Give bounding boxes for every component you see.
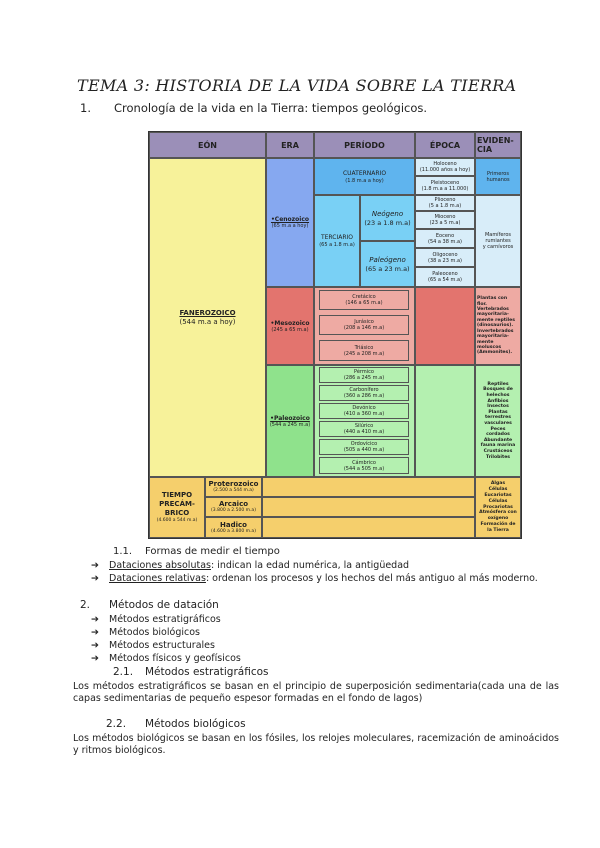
subsection-2-2-heading — [106, 718, 246, 730]
periodo-name: CUATERNARIO — [342, 169, 387, 177]
epoca-oligoceno — [415, 248, 475, 267]
periodo-age: (505 a 440 m.a) — [343, 447, 385, 453]
periodo-age: (208 a 146 m.a) — [343, 325, 385, 331]
header-evidencia: EVIDEN- CIA — [475, 132, 521, 158]
periodo-name: Carbonífero — [349, 387, 379, 393]
era-name: •Cenozoico — [270, 216, 310, 223]
epoca-age: (23 a 5 m.a) — [429, 220, 461, 226]
periodo-cretacico — [319, 290, 409, 310]
epoca-paleozoico — [415, 365, 475, 477]
periodo-name: Pérmico — [354, 369, 374, 375]
era-name: Proterozoico — [208, 480, 259, 488]
bullet-text: : indican la edad numérica, la antigüedad — [210, 560, 410, 571]
era-name: •Paleozoico — [270, 414, 310, 422]
arrow-bullet-icon: ➔ — [91, 640, 99, 651]
arrow-bullet-icon: ➔ — [91, 573, 99, 584]
epoca-name: Eoceno — [435, 232, 455, 239]
subsection-2-1-heading — [113, 666, 269, 678]
bullet-metodo — [91, 627, 200, 639]
periodo-age: (23 a 1.8 m.a) — [364, 218, 411, 227]
arrow-bullet-icon: ➔ — [91, 614, 99, 625]
precambrico-strip — [262, 497, 475, 517]
era-proterozoico — [205, 477, 262, 497]
paragraph-estratigraficos: Los métodos estratigráficos se basan en el principio de superposición sedimentaria(cada una de las capas sedimentarias de pequeño espesor formadas en el fondo de lagos) — [73, 681, 559, 704]
epoca-name: Oligoceno — [432, 251, 458, 258]
periodo-age: (1.8 m.a a hoy) — [345, 177, 384, 184]
epoca-mioceno — [415, 211, 475, 229]
eon-name: TIEMPO PRECÁM- BRICO — [159, 491, 195, 517]
subsection-number: 1.1. — [113, 546, 133, 557]
evidencia-precambrico: Algas Células Eucariotas Células Procariotas Atmósfera con oxígeno Formación de la Tierra — [475, 477, 521, 538]
subsection-number: 2.1. — [113, 666, 134, 678]
periodo-carbonifero — [319, 385, 409, 401]
bullet-metodo — [91, 614, 221, 626]
periodo-cuaternario — [314, 158, 415, 195]
bullet-term: Dataciones absolutas — [109, 560, 211, 571]
bullet-term: Dataciones relativas — [109, 573, 206, 584]
section-title: Cronología de la vida en la Tierra: tiempos geológicos. — [114, 101, 428, 115]
epoca-pleistoceno — [415, 176, 475, 195]
periodo-terciario — [314, 195, 360, 287]
bullet-text: Métodos estructurales — [109, 640, 215, 651]
era-name: Arcaico — [218, 500, 249, 508]
bullet-text: Métodos biológicos — [109, 627, 200, 638]
section-2-heading — [80, 599, 219, 611]
periodo-cambrico — [319, 457, 409, 474]
epoca-paleoceno — [415, 267, 475, 287]
epoca-name: Plioceno — [434, 197, 456, 203]
periodo-age: (65 a 23 m.a) — [365, 264, 410, 273]
era-paleozoico — [266, 365, 314, 477]
era-age: (544 a 245 m.a) — [269, 421, 311, 428]
evidencia-cuaternario: Primeros humanos — [475, 158, 521, 195]
section-number: 1. — [80, 101, 91, 115]
subsection-title: Métodos estratigráficos — [145, 666, 269, 678]
era-age: (4.600 a 3.800 m.a) — [211, 528, 256, 534]
era-hadico — [205, 517, 262, 538]
epoca-eoceno — [415, 229, 475, 248]
era-mesozoico — [266, 287, 314, 365]
periodo-jurasico — [319, 315, 409, 335]
subsection-number: 2.2. — [106, 718, 127, 730]
periodo-ordovicico — [319, 439, 409, 455]
bullet-dataciones-absolutas — [91, 560, 561, 572]
eon-precambrico — [149, 477, 205, 538]
periodo-name: Ordovícico — [350, 441, 378, 447]
epoca-age: (65 a 54 m.a) — [428, 277, 462, 283]
periodo-name: Silúrico — [354, 423, 374, 429]
epoca-name: Holoceno — [433, 161, 457, 167]
periodo-age: (360 a 286 m.a) — [343, 393, 385, 399]
era-cenozoico — [266, 158, 314, 287]
periodo-age: (544 a 505 m.a) — [343, 465, 385, 472]
epoca-age: (11.000 años a hoy) — [419, 167, 471, 173]
epoca-age: (1.8 m.a a 11.000) — [421, 185, 469, 192]
arrow-bullet-icon: ➔ — [91, 627, 99, 638]
era-arcaico — [205, 497, 262, 517]
section-1-heading — [80, 101, 427, 115]
bullet-text: Métodos físicos y geofísicos — [109, 653, 241, 664]
arrow-bullet-icon: ➔ — [91, 653, 99, 664]
epoca-name: Mioceno — [434, 214, 456, 220]
periodo-permico — [319, 367, 409, 383]
evidencia-terciario: Mamíferos rumiantes y carnívoros — [475, 195, 521, 287]
epoca-name: Pleistoceno — [430, 179, 460, 186]
era-age: (65 m.a a hoy) — [271, 223, 309, 229]
eon-age: (4.600 a 544 m.a) — [156, 518, 198, 523]
arrow-bullet-icon: ➔ — [91, 560, 99, 571]
eon-name: FANEROZOICO — [179, 308, 236, 317]
precambrico-strip — [262, 477, 475, 497]
periodo-name: Neógeno — [371, 209, 404, 218]
bullet-metodo — [91, 653, 241, 665]
era-age: (245 a 65 m.a) — [271, 326, 309, 333]
bullet-dataciones-relativas — [91, 573, 561, 585]
bullet-metodo — [91, 640, 215, 652]
periodo-age: (65 a 1.8 m.a) — [319, 242, 355, 248]
periodo-silurico — [319, 421, 409, 437]
periodo-age: (286 a 245 m.a) — [343, 375, 385, 381]
periodo-age: (410 a 360 m.a) — [343, 411, 385, 417]
eon-age: (544 m.a a hoy) — [179, 317, 236, 326]
periodo-name: Devónico — [352, 405, 376, 411]
header-periodo: PERÍODO — [314, 132, 415, 158]
header-eon: EÓN — [149, 132, 266, 158]
evidencia-mesozoico: Plantas con flor. Vertebrados mayoritaria- mente reptiles (dinosaurios). Invertebrados mayoritaria- mente moluscos (Ammonites). — [475, 287, 521, 365]
paragraph-biologicos: Los métodos biológicos se basan en los fósiles, los relojes moleculares, racemización de aminoácidos y ritmos biológicos. — [73, 733, 559, 756]
header-epoca: ÉPOCA — [415, 132, 475, 158]
periodo-name: Paleógeno — [369, 255, 406, 264]
periodo-age: (440 a 410 m.a) — [343, 429, 385, 435]
periodo-age: (146 a 65 m.a) — [345, 300, 383, 306]
subsection-title: Formas de medir el tiempo — [145, 546, 280, 557]
epoca-name: Paleoceno — [432, 271, 458, 277]
bullet-text: : ordenan los procesos y los hechos del más antiguo al más moderno. — [205, 573, 538, 584]
epoca-age: (38 a 23 m.a) — [428, 257, 462, 264]
precambrico-strip — [262, 517, 475, 538]
epoca-plioceno — [415, 195, 475, 211]
periodo-triasico — [319, 340, 409, 361]
subsection-1-1-heading — [113, 547, 280, 556]
periodo-name: Jurásico — [354, 319, 374, 325]
header-era: ERA — [266, 132, 314, 158]
era-name: Hadico — [220, 520, 247, 529]
evidencia-paleozoico: Reptiles Bosques de helechos Anfibios Insectos Plantas terrestres vasculares Peces cordados Abundante fauna marina Crustáceos Trilobites — [475, 365, 521, 477]
section-number: 2. — [80, 599, 91, 611]
era-name: •Mesozoico — [270, 319, 310, 327]
epoca-mesozoico — [415, 287, 475, 365]
era-age: (2.500 a 544 m.a) — [213, 488, 254, 493]
subsection-title: Métodos biológicos — [145, 718, 246, 730]
periodo-name: Triásico — [354, 344, 374, 351]
periodo-age: (245 a 208 m.a) — [343, 350, 385, 357]
subperiodo-neogeno — [360, 195, 415, 241]
bullet-text: Métodos estratigráficos — [109, 614, 221, 625]
epoca-age: (54 a 38 m.a) — [428, 238, 462, 245]
periodo-name: Cámbrico — [352, 459, 376, 466]
periodo-name: Cretácico — [352, 294, 376, 300]
eon-fanerozoico — [149, 158, 266, 477]
page-title: TEMA 3: HISTORIA DE LA VIDA SOBRE LA TIERRA — [77, 76, 517, 95]
epoca-holoceno — [415, 158, 475, 176]
section-title: Métodos de datación — [109, 599, 219, 611]
periodo-devonico — [319, 403, 409, 419]
era-age: (3.800 a 2.500 m.a) — [211, 508, 256, 513]
geologic-time-table — [148, 131, 522, 539]
subperiodo-paleogeno — [360, 241, 415, 287]
periodo-name: TERCIARIO — [320, 234, 354, 241]
epoca-age: (5 a 1.8 m.a) — [428, 203, 462, 209]
